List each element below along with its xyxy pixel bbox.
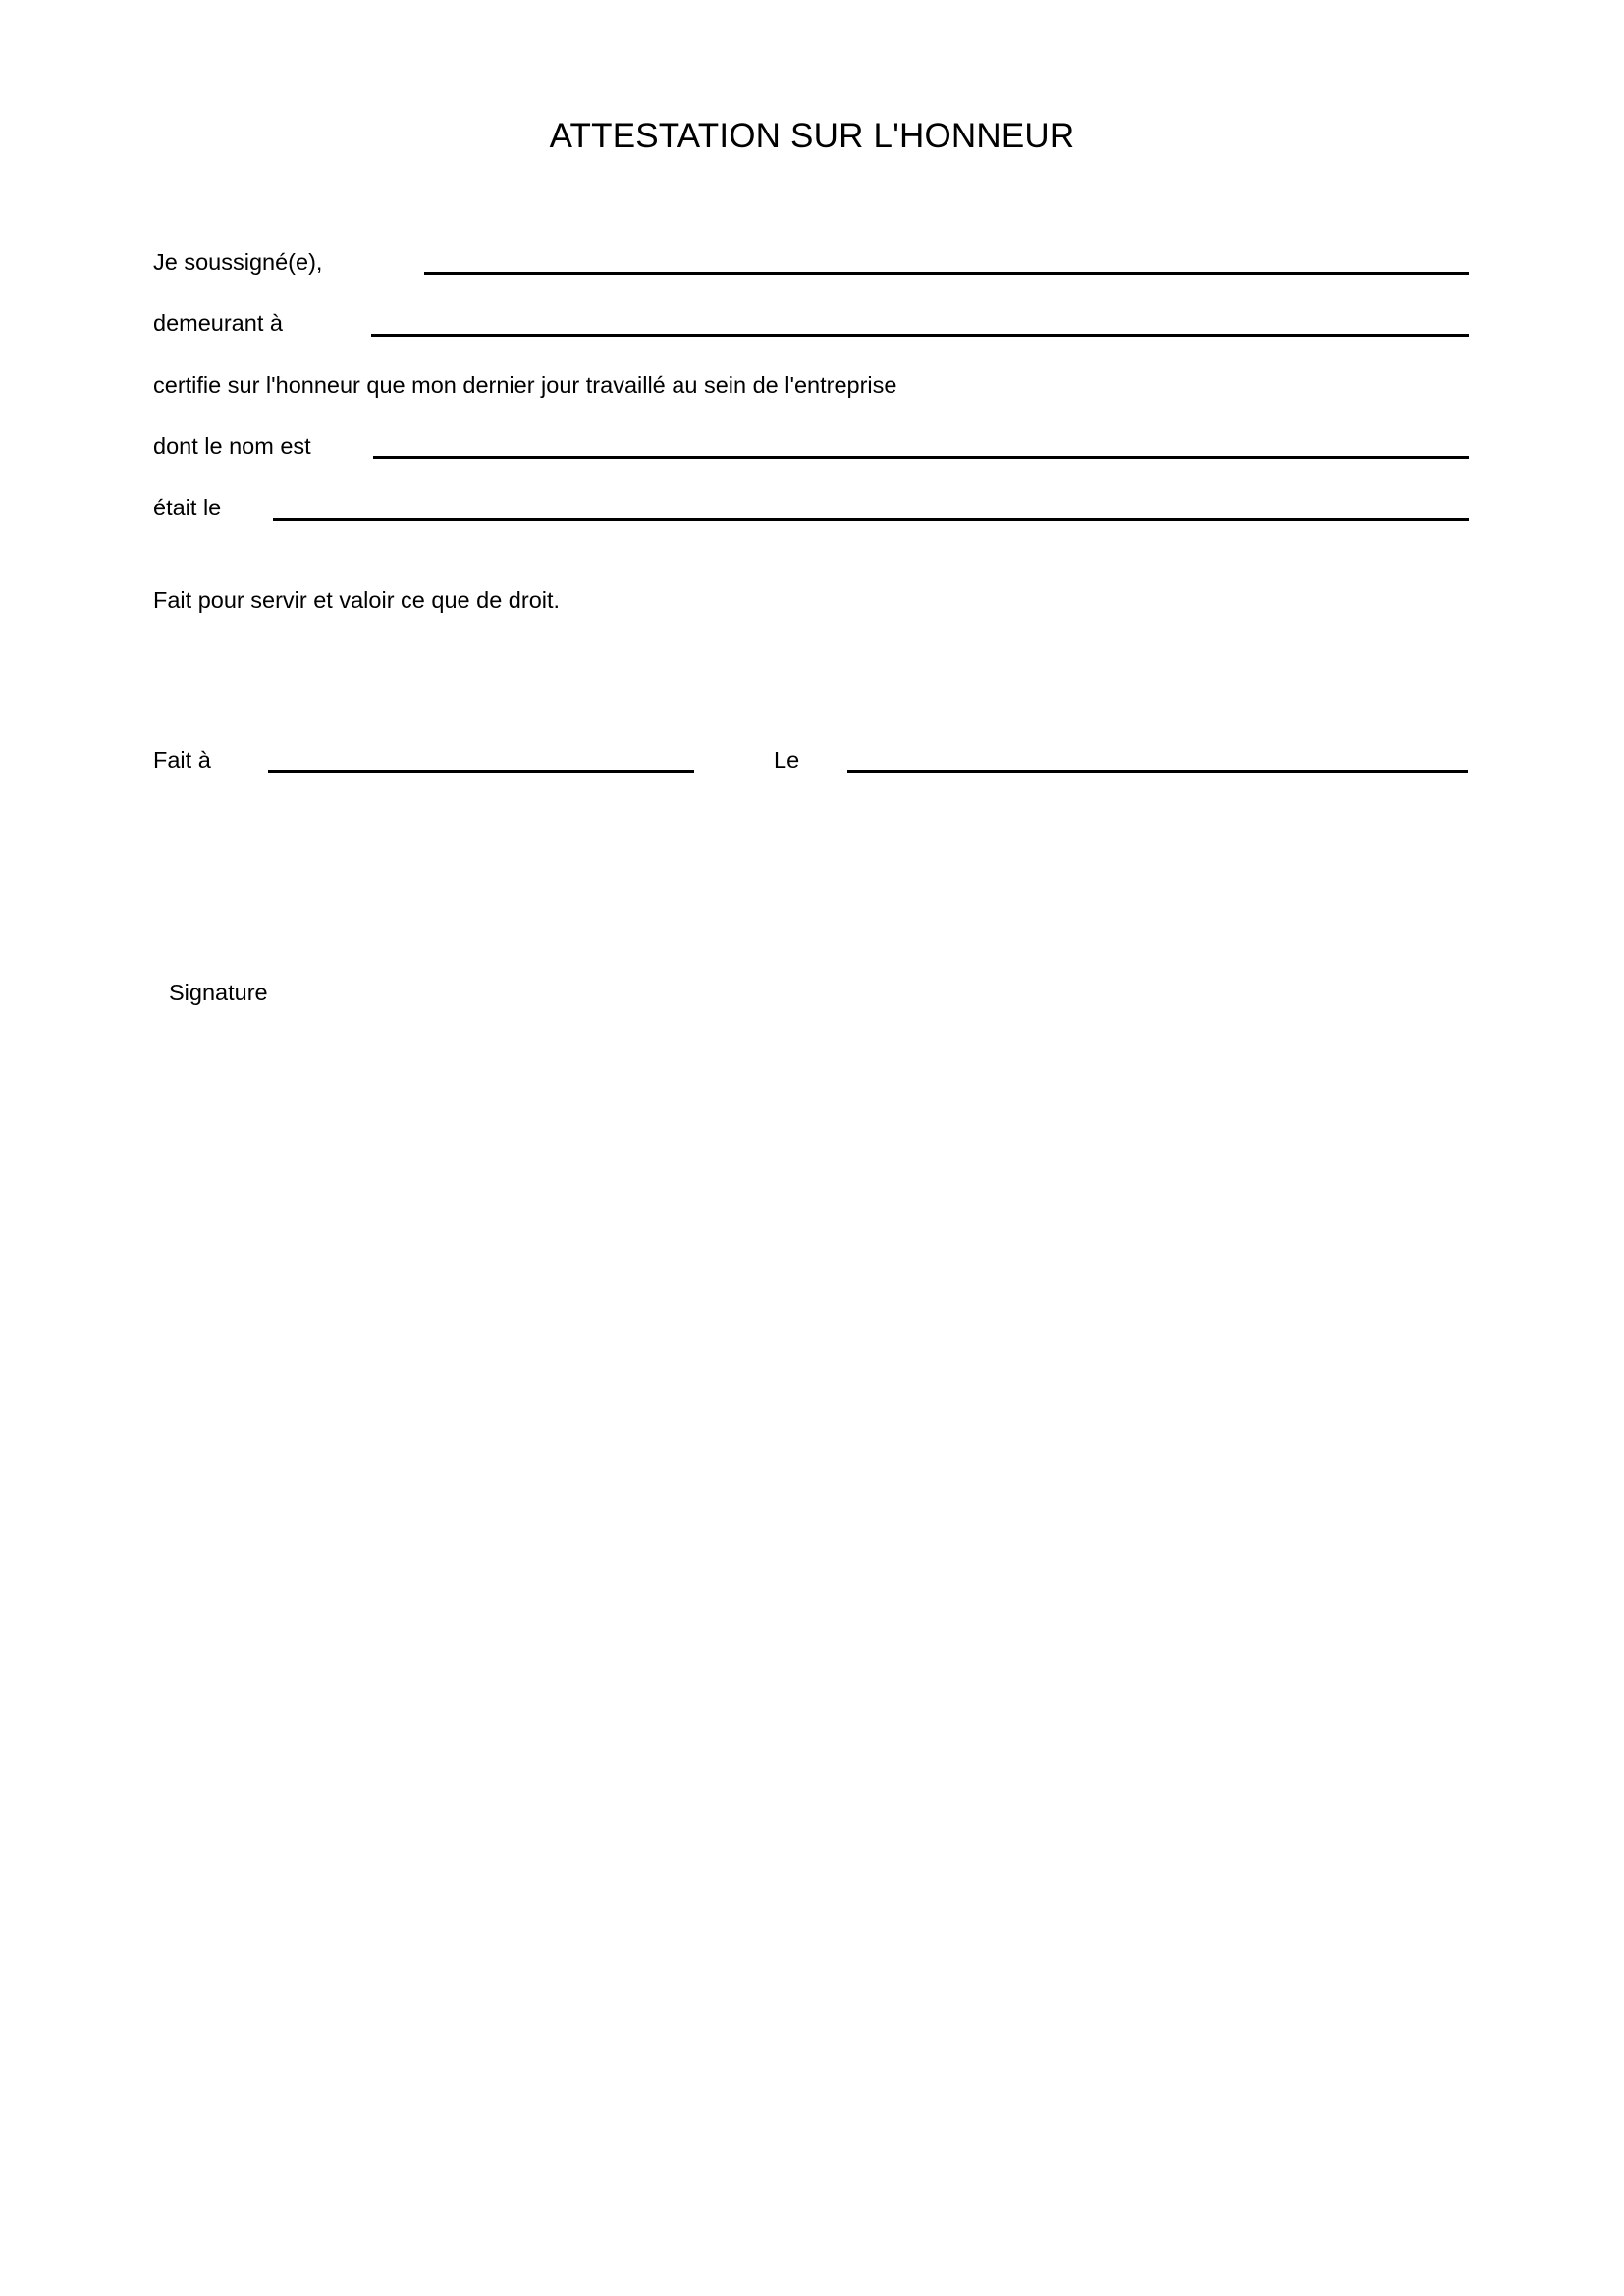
field-rule-soussigne[interactable] xyxy=(424,272,1469,275)
field-rule-fait-a[interactable] xyxy=(268,770,694,773)
field-label-le: Le xyxy=(774,747,800,773)
page-title: ATTESTATION SUR L'HONNEUR xyxy=(549,117,1075,155)
field-label-demeurant: demeurant à xyxy=(153,310,283,336)
statement-certifie: certifie sur l'honneur que mon dernier jour travaillé au sein de l'entreprise xyxy=(153,372,897,398)
field-rule-nom-entreprise[interactable] xyxy=(373,456,1469,459)
field-rule-le[interactable] xyxy=(847,770,1468,773)
field-label-fait-a: Fait à xyxy=(153,747,211,773)
signature-label: Signature xyxy=(169,980,268,1005)
field-rule-date-dernier-jour[interactable] xyxy=(273,518,1469,521)
field-rule-demeurant[interactable] xyxy=(371,334,1469,337)
field-label-soussigne: Je soussigné(e), xyxy=(153,249,323,275)
signature-area[interactable] xyxy=(153,1016,840,1291)
field-label-nom-entreprise: dont le nom est xyxy=(153,433,311,458)
field-label-date-dernier-jour: était le xyxy=(153,495,222,520)
closing-statement: Fait pour servir et valoir ce que de droit. xyxy=(153,587,561,613)
